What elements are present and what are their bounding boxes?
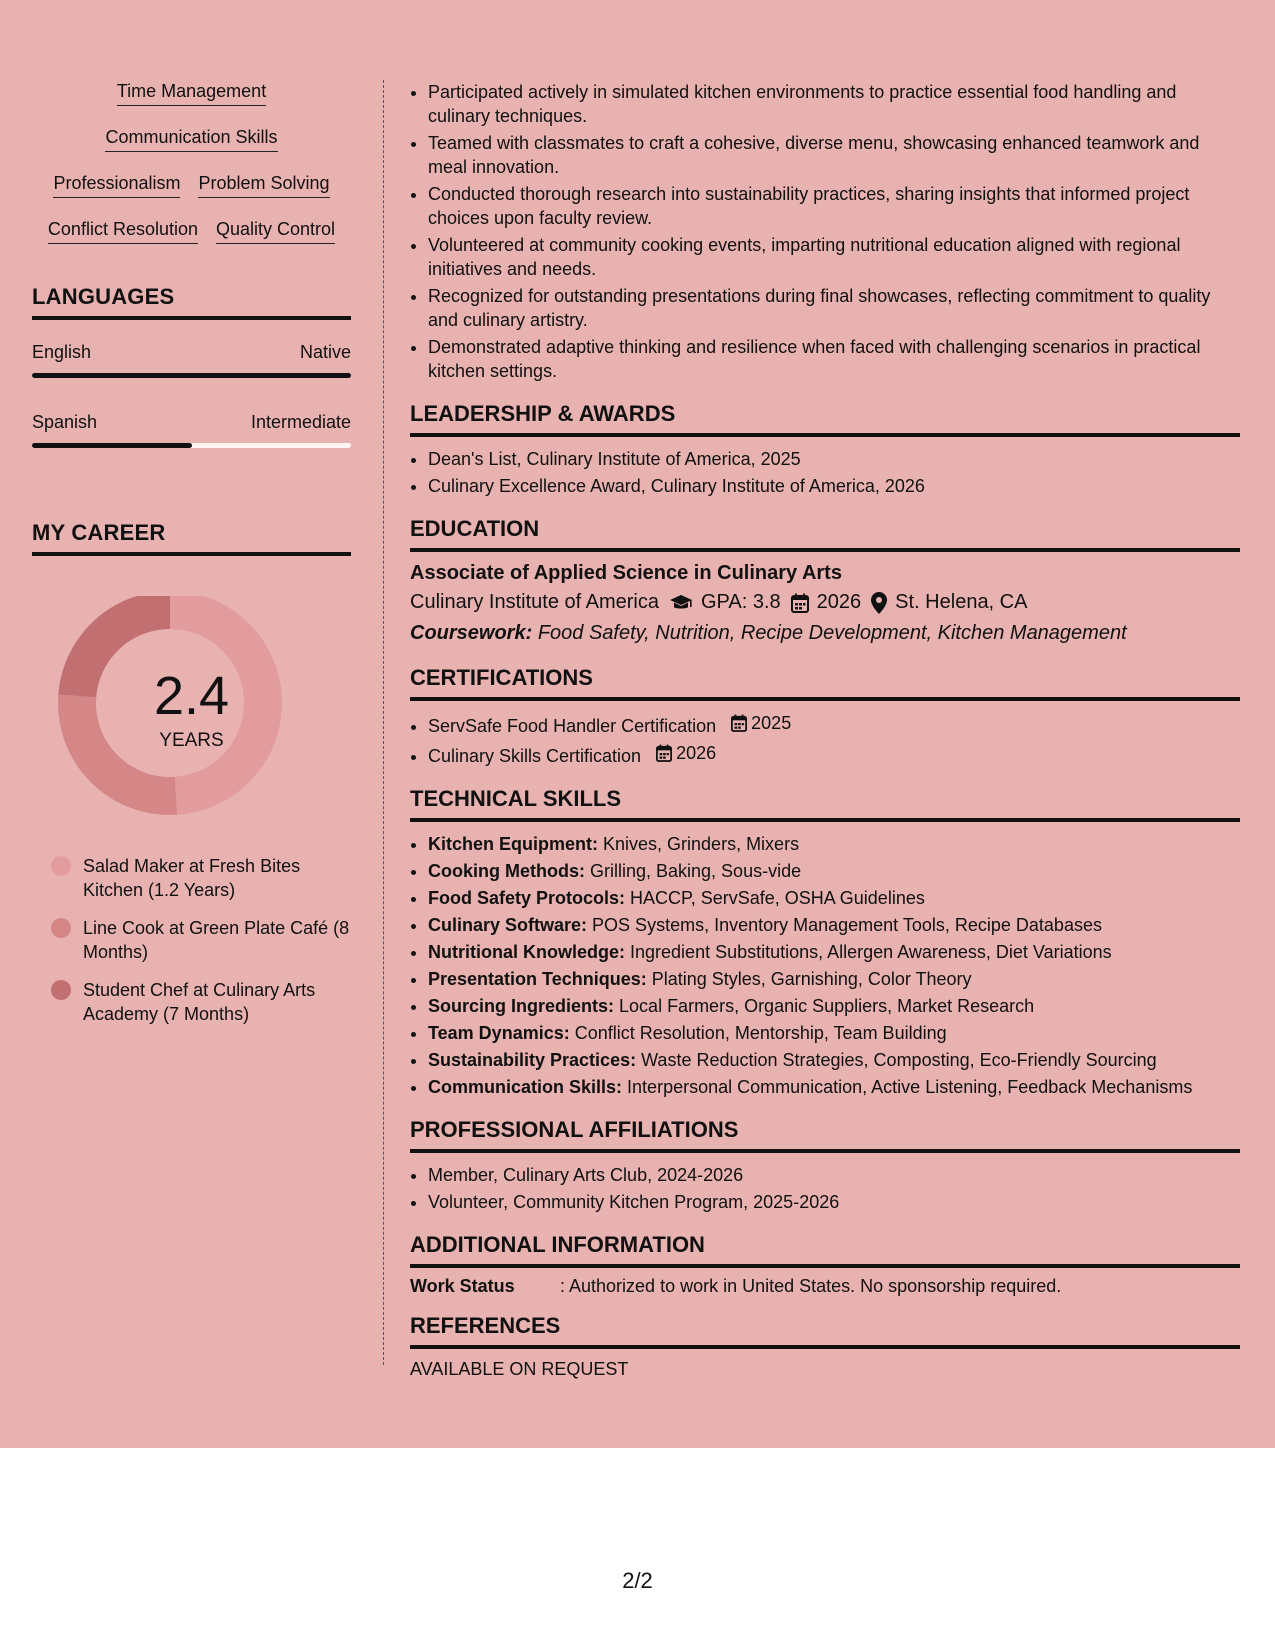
legend-item bbox=[32, 978, 351, 1026]
references-heading: REFERENCES bbox=[410, 1313, 1240, 1349]
skill-label: Sourcing Ingredients: bbox=[428, 996, 615, 1016]
tag-row bbox=[32, 172, 351, 198]
language-name: Spanish bbox=[32, 412, 98, 432]
list-item bbox=[428, 741, 1240, 768]
skill-tag: Professionalism bbox=[53, 172, 180, 198]
skill-label: Culinary Software: bbox=[428, 915, 588, 935]
gpa: GPA: 3.8 bbox=[701, 591, 781, 613]
list-item bbox=[428, 832, 1240, 856]
main-content bbox=[410, 80, 1240, 1380]
list-item: • Dean's List, Culinary Institute of America, 2025 bbox=[428, 447, 1240, 471]
technical-skills-list bbox=[410, 832, 1240, 1099]
certification-year-wrap bbox=[731, 711, 791, 735]
language-bar-fill bbox=[32, 373, 351, 378]
language-name: English bbox=[32, 342, 92, 362]
coursework bbox=[410, 622, 1240, 645]
education-meta bbox=[410, 591, 1240, 614]
legend-label: Line Cook at Green Plate Café (8 Months) bbox=[83, 918, 350, 962]
location: St. Helena, CA bbox=[895, 591, 1028, 613]
skill-value: Waste Reduction Strategies, Composting, Eco-Friendly Sourcing bbox=[641, 1050, 1157, 1070]
languages-heading: LANGUAGES bbox=[32, 284, 351, 320]
references-text: AVAILABLE ON REQUEST bbox=[410, 1359, 629, 1379]
technical-skills-heading: TECHNICAL SKILLS bbox=[410, 786, 1240, 822]
list-item: • Member, Culinary Arts Club, 2024-2026 bbox=[428, 1163, 1240, 1187]
affiliations-heading: PROFESSIONAL AFFILIATIONS bbox=[410, 1117, 1240, 1153]
list-item bbox=[428, 711, 1240, 738]
skill-value: Conflict Resolution, Mentorship, Team Building bbox=[574, 1023, 947, 1043]
language-row bbox=[32, 412, 351, 433]
legend-label: Salad Maker at Fresh Bites Kitchen (1.2 Years) bbox=[83, 856, 301, 900]
list-item: • Volunteered at community cooking events, imparting nutritional education aligned with regional initiatives and needs. bbox=[428, 233, 1240, 281]
awards-section bbox=[410, 401, 1240, 498]
skill-value: Ingredient Substitutions, Allergen Awareness, Diet Variations bbox=[630, 942, 1112, 962]
certification-year: 2026 bbox=[676, 743, 717, 763]
skill-value: POS Systems, Inventory Management Tools, Recipe Databases bbox=[592, 915, 1102, 935]
list-item bbox=[428, 994, 1240, 1018]
list-item bbox=[428, 1021, 1240, 1045]
skill-tag: Problem Solving bbox=[198, 172, 329, 198]
certification-name: ServSafe Food Handler Certification bbox=[428, 716, 717, 736]
legend-dot bbox=[51, 980, 71, 1000]
coursework-value: Food Safety, Nutrition, Recipe Development, Kitchen Management bbox=[537, 622, 1127, 644]
list-item bbox=[428, 859, 1240, 883]
additional-section bbox=[410, 1232, 1240, 1297]
skill-value: HACCP, ServSafe, OSHA Guidelines bbox=[630, 888, 925, 908]
legend-dot bbox=[51, 918, 71, 938]
calendar-icon bbox=[731, 714, 747, 732]
location-pin-icon bbox=[871, 592, 887, 614]
skill-value: Grilling, Baking, Sous-vide bbox=[590, 861, 802, 881]
affiliations-section bbox=[410, 1117, 1240, 1214]
sidebar bbox=[32, 80, 351, 1040]
language-level: Intermediate bbox=[250, 412, 351, 432]
languages-section bbox=[32, 284, 351, 448]
awards-heading: LEADERSHIP & AWARDS bbox=[410, 401, 1240, 437]
skill-label: Presentation Techniques: bbox=[428, 969, 647, 989]
language-level: Native bbox=[299, 342, 351, 362]
career-total-value: 2.4 bbox=[153, 666, 230, 726]
skill-label: Sustainability Practices: bbox=[428, 1050, 637, 1070]
career-legend bbox=[32, 854, 351, 1026]
awards-list bbox=[410, 447, 1240, 498]
skill-value: Interpersonal Communication, Active Listening, Feedback Mechanisms bbox=[627, 1077, 1193, 1097]
list-item bbox=[428, 1075, 1240, 1099]
language-bar bbox=[32, 443, 351, 448]
skill-tag: Quality Control bbox=[216, 218, 335, 244]
additional-heading: ADDITIONAL INFORMATION bbox=[410, 1232, 1240, 1268]
career-heading: MY CAREER bbox=[32, 520, 351, 556]
skill-label: Nutritional Knowledge: bbox=[428, 942, 625, 962]
certifications-section bbox=[410, 665, 1240, 768]
list-item: • Culinary Excellence Award, Culinary Institute of America, 2026 bbox=[428, 474, 1240, 498]
work-status-value: : Authorized to work in United States. No sponsorship required. bbox=[560, 1276, 1062, 1296]
degree-title: Associate of Applied Science in Culinary Arts bbox=[410, 562, 842, 584]
certifications-heading: CERTIFICATIONS bbox=[410, 665, 1240, 701]
list-item: • Participated actively in simulated kitchen environments to practice essential food handling and culinary techniques. bbox=[428, 80, 1240, 128]
legend-item bbox=[32, 916, 351, 964]
work-status bbox=[410, 1276, 1240, 1297]
career-donut bbox=[32, 596, 351, 846]
affiliations-list bbox=[410, 1163, 1240, 1214]
skills-tags bbox=[32, 80, 351, 244]
list-item: • Volunteer, Community Kitchen Program, 2025-2026 bbox=[428, 1190, 1240, 1214]
list-item: • Conducted thorough research into sustainability practices, sharing insights that informed project choices upon faculty review. bbox=[428, 182, 1240, 230]
graduation-cap-icon bbox=[669, 594, 693, 612]
education-heading: EDUCATION bbox=[410, 516, 1240, 552]
skill-tag: Communication Skills bbox=[105, 126, 277, 152]
list-item bbox=[428, 967, 1240, 991]
list-item bbox=[428, 1048, 1240, 1072]
legend-item bbox=[32, 854, 351, 902]
skill-label: Cooking Methods: bbox=[428, 861, 585, 881]
skill-label: Food Safety Protocols: bbox=[428, 888, 626, 908]
column-divider bbox=[383, 80, 384, 1365]
skill-value: Plating Styles, Garnishing, Color Theory bbox=[651, 969, 972, 989]
work-status-label: Work Status bbox=[410, 1276, 515, 1296]
language-bar bbox=[32, 373, 351, 378]
skill-label: Communication Skills: bbox=[428, 1077, 623, 1097]
skill-value: Knives, Grinders, Mixers bbox=[603, 834, 800, 854]
references-section bbox=[410, 1313, 1240, 1380]
language-bar-fill bbox=[32, 443, 192, 448]
skill-value: Local Farmers, Organic Suppliers, Market Research bbox=[619, 996, 1035, 1016]
calendar-icon bbox=[791, 593, 809, 613]
certifications-list bbox=[410, 711, 1240, 768]
skill-tag: Time Management bbox=[117, 80, 266, 106]
career-section bbox=[32, 520, 351, 1026]
tag-row bbox=[32, 218, 351, 244]
technical-skills-section bbox=[410, 786, 1240, 1099]
language-row bbox=[32, 342, 351, 363]
graduation-year: 2026 bbox=[816, 591, 862, 613]
page-number: 2/2 bbox=[622, 1568, 653, 1593]
legend-dot bbox=[51, 856, 71, 876]
certification-name: Culinary Skills Certification bbox=[428, 746, 642, 766]
certification-year-wrap bbox=[656, 741, 716, 765]
tag-row bbox=[32, 126, 351, 152]
skill-tag: Conflict Resolution bbox=[48, 218, 198, 244]
certification-year: 2025 bbox=[751, 713, 792, 733]
list-item bbox=[428, 940, 1240, 964]
coursework-label: Coursework: bbox=[410, 622, 533, 644]
list-item: • Teamed with classmates to craft a cohesive, diverse menu, showcasing enhanced teamwork and meal innovation. bbox=[428, 131, 1240, 179]
language-item bbox=[32, 342, 351, 378]
school-name: Culinary Institute of America bbox=[410, 591, 659, 613]
list-item bbox=[428, 913, 1240, 937]
skill-label: Kitchen Equipment: bbox=[428, 834, 598, 854]
experience-bullets bbox=[410, 80, 1240, 383]
career-total-unit: YEARS bbox=[159, 730, 224, 751]
list-item bbox=[428, 886, 1240, 910]
language-item bbox=[32, 412, 351, 448]
tag-row bbox=[32, 80, 351, 106]
legend-label: Student Chef at Culinary Arts Academy (7 Months) bbox=[83, 980, 316, 1024]
skill-label: Team Dynamics: bbox=[428, 1023, 570, 1043]
list-item: • Demonstrated adaptive thinking and resilience when faced with challenging scenarios in practical kitchen settings. bbox=[428, 335, 1240, 383]
education-section bbox=[410, 516, 1240, 645]
calendar-icon bbox=[656, 744, 672, 762]
list-item: • Recognized for outstanding presentations during final showcases, reflecting commitment to quality and culinary artistry. bbox=[428, 284, 1240, 332]
